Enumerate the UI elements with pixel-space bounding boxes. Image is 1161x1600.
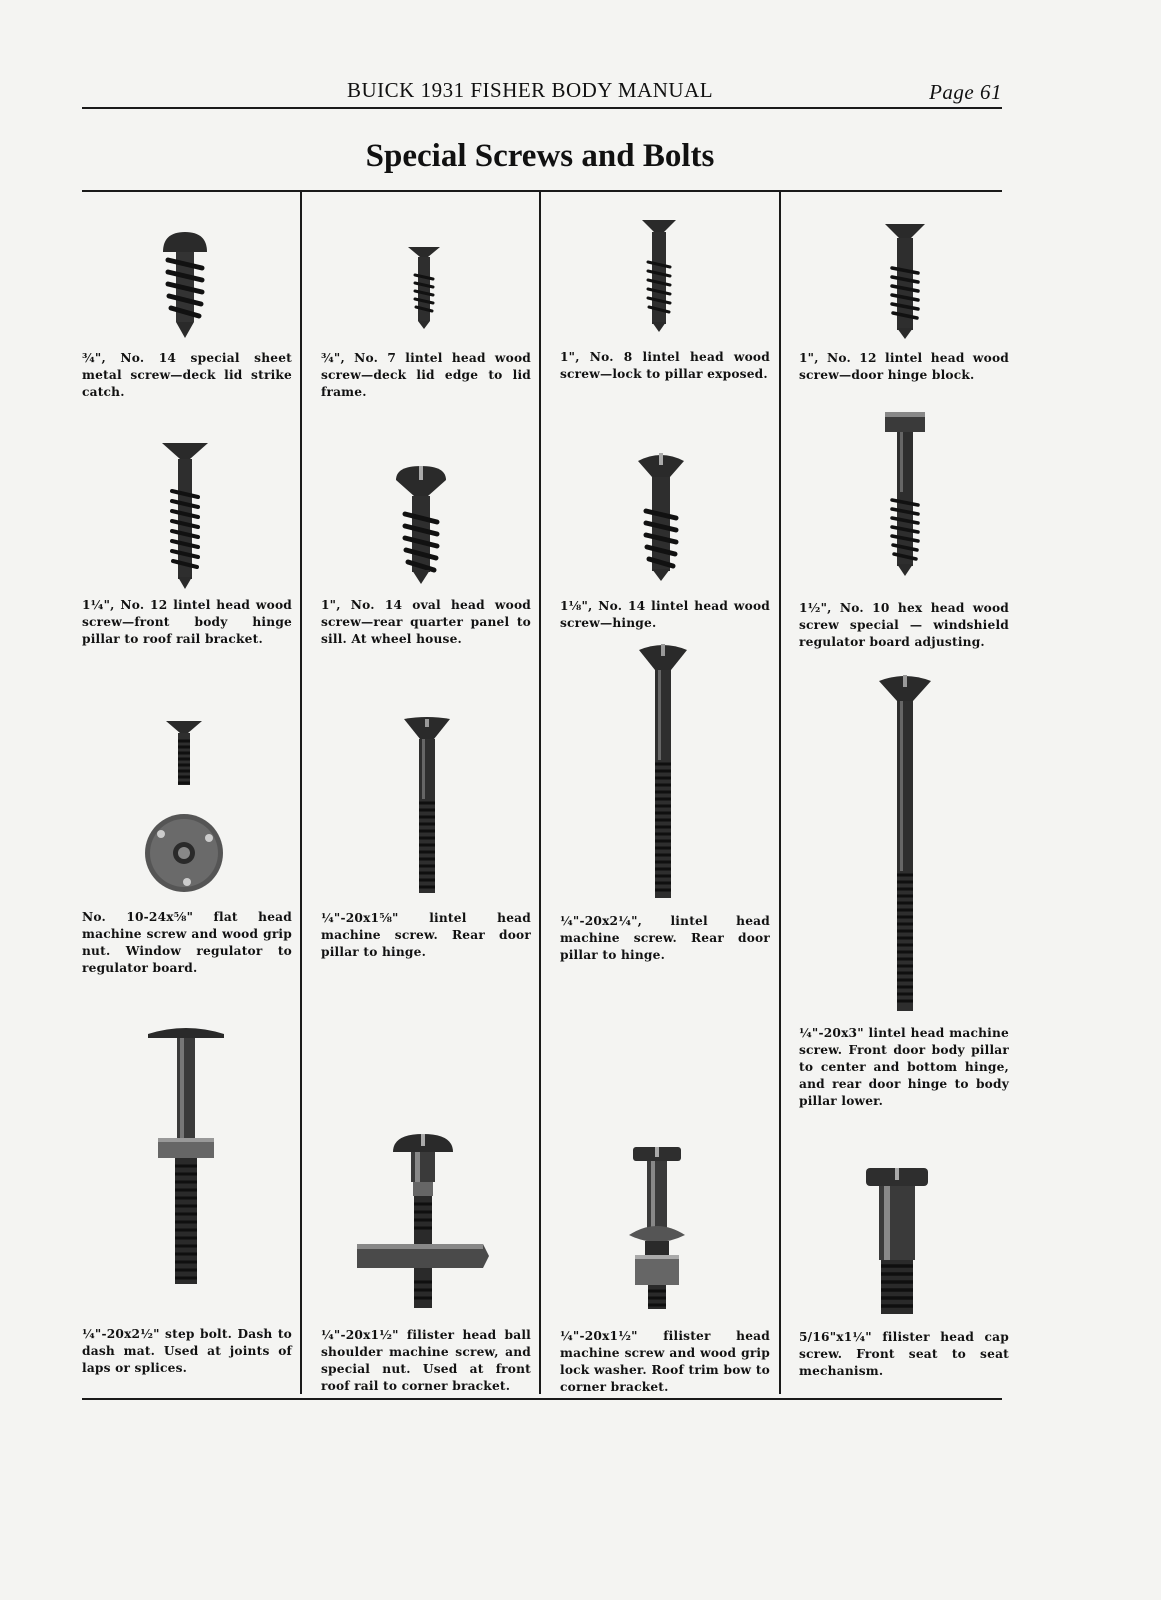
lintel-head-wood-screw-icon [883,222,927,340]
caption-item-15: ¼"-20x3" lintel head machine screw. Front door body pillar to center and bottom hinge, and rear door hinge to body pillar lower. [799,1026,1009,1108]
column-divider-3 [779,192,781,1394]
caption-item-5: ¾", No. 7 lintel head wood screw—deck lid edge to lid frame. [321,351,531,399]
sheet-metal-screw-icon [160,230,210,340]
caption-item-8: ¼"-20x1½" filister head ball shoulder machine screw, and special nut. Used at front roof rail to corner bracket. [321,1328,531,1393]
oval-head-wood-screw-icon [394,466,448,586]
caption-item-3: No. 10-24x⅝" flat head machine screw and wood grip nut. Window regulator to regulator board. [82,910,292,975]
caption-item-7: ¼"-20x1⅝" lintel head machine screw. Rear door pillar to hinge. [321,911,531,959]
manual-title: BUICK 1931 FISHER BODY MANUAL [347,78,714,102]
step-bolt-icon [146,1024,226,1288]
caption-item-12: ¼"-20x1½" filister head machine screw and wood grip lock washer. Roof trim bow to corner bracket. [560,1329,770,1394]
filister-head-machine-screw-icon [627,1145,687,1313]
caption-item-10: 1⅛", No. 14 lintel head wood screw—hinge. [560,599,770,630]
caption-item-1: ¾", No. 14 special sheet metal screw—deck lid strike catch. [82,351,292,399]
lintel-head-machine-screw-icon [402,717,452,897]
filister-head-cap-screw-icon [862,1166,932,1318]
long-lintel-head-machine-screw-icon [877,675,933,1015]
lintel-head-wood-screw-icon [636,453,686,583]
bottom-rule [82,1398,1002,1400]
caption-item-9: 1", No. 8 lintel head wood screw—lock to pillar exposed. [560,350,770,381]
column-divider-1 [300,192,302,1394]
caption-item-6: 1", No. 14 oval head wood screw—rear quarter panel to sill. At wheel house. [321,598,531,646]
caption-item-16: 5/16"x1¼" filister head cap screw. Front seat to seat mechanism. [799,1330,1009,1378]
caption-item-4: ¼"-20x2½" step bolt. Dash to dash mat. Used at joints of laps or splices. [82,1327,292,1375]
lintel-head-machine-screw-icon [637,644,689,902]
lintel-head-wood-screw-icon [406,245,442,330]
caption-item-2: 1¼", No. 12 lintel head wood screw—front body hinge pillar to roof rail bracket. [82,598,292,646]
caption-item-11: ¼"-20x2¼", lintel head machine screw. Rear door pillar to hinge. [560,914,770,962]
running-head [82,76,1002,106]
page-title: Special Screws and Bolts [365,138,715,174]
lintel-head-wood-screw-icon [160,441,210,591]
caption-item-13: 1", No. 12 lintel head wood screw—door hinge block. [799,351,1009,382]
wood-grip-nut-icon [143,812,225,894]
caption-item-14: 1½", No. 10 hex head wood screw special — windshield regulator board adjusting. [799,601,1009,649]
filister-head-ball-shoulder-screw-icon [355,1132,491,1312]
hex-head-wood-screw-icon [883,408,927,578]
column-divider-2 [539,192,541,1394]
title-rule [82,190,1002,192]
lintel-head-wood-screw-icon [640,218,678,333]
page-number: Page 61 [929,80,1002,104]
flat-head-machine-screw-icon [164,719,204,789]
header-rule [82,107,1002,109]
